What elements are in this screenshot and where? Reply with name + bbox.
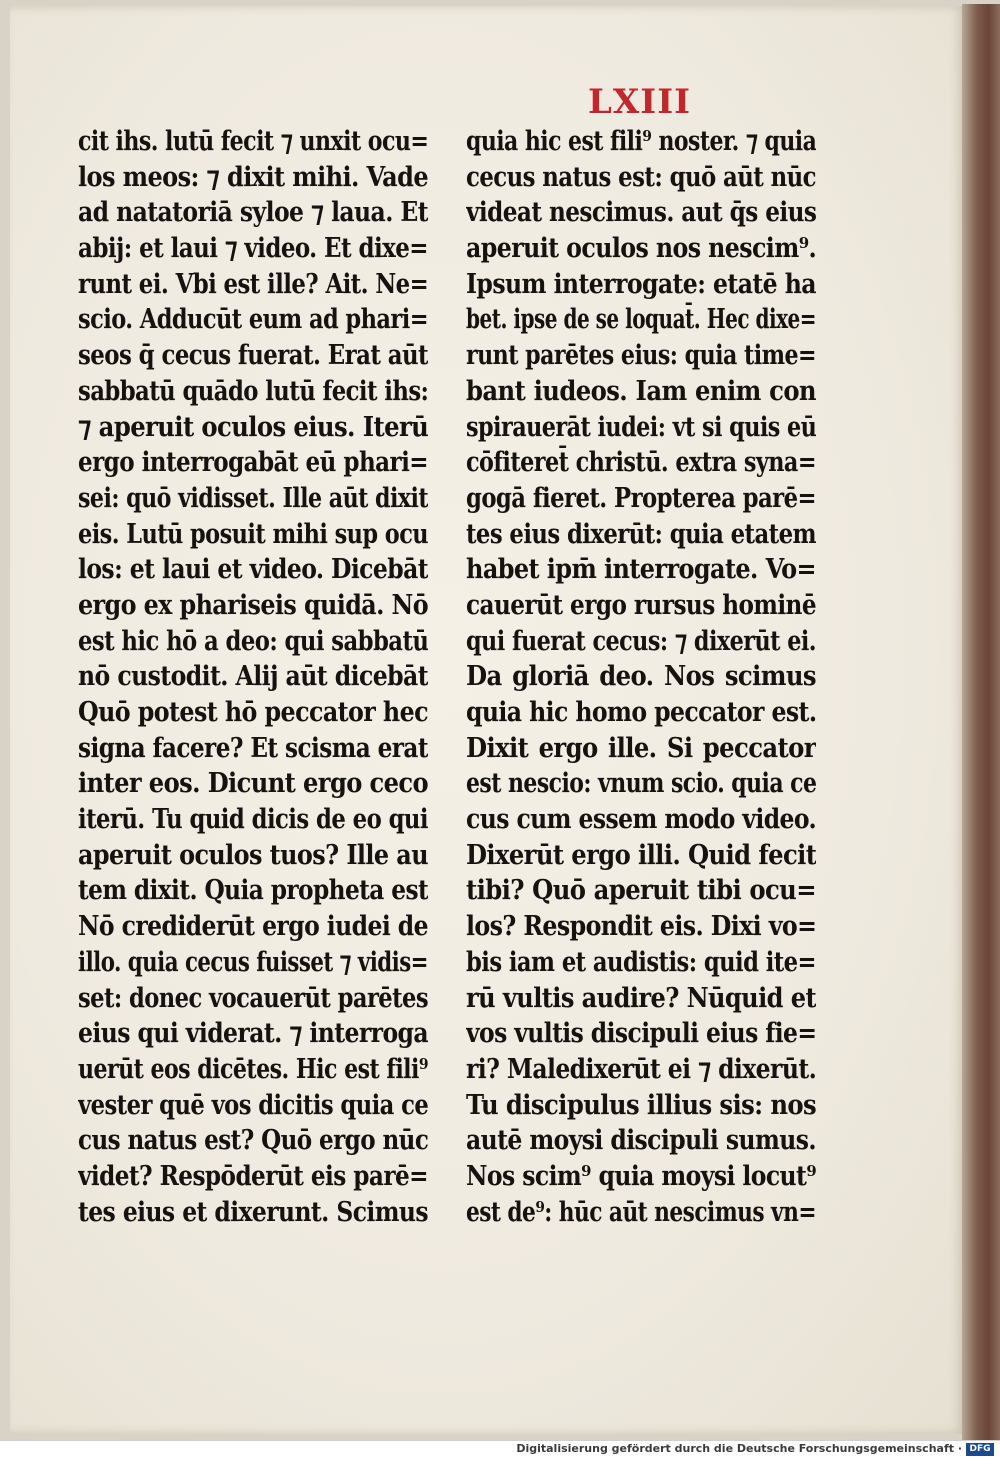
text-line: tibi? Quō aperuit tibi ocu= [466, 875, 816, 907]
text-line: ad natatoriā syloe ⁊ laua. Et [78, 197, 429, 229]
text-line: bet. ipse de se loquat̄. Hec dixe= [466, 304, 816, 336]
text-line: signa facere? Et scisma erat [78, 732, 429, 764]
text-line: illo. quia cecus fuisset ⁊ vidis= [78, 946, 429, 978]
folio-number: LXIII [588, 82, 691, 122]
text-line: qui fuerat cecus: ⁊ dixerūt ei. [466, 625, 816, 657]
text-line: vos vultis discipuli eius fie= [466, 1018, 817, 1050]
text-line: tes eius et dixerunt. Scimus [78, 1196, 429, 1228]
text-line: quia hic est fili⁹ noster. ⁊ quia [466, 126, 817, 157]
text-line: runt ei. Vbi est ille? Ait. Ne= [78, 268, 428, 300]
text-line: aperuit oculos nos nescim⁹. [466, 233, 816, 265]
text-line: cit ihs. lutū fecit ⁊ unxit ocu= [78, 126, 429, 157]
text-line: cus cum essem modo video. [466, 804, 817, 836]
text-line: inter eos. Dicunt ergo ceco [78, 768, 428, 800]
text-line: ri? Maledixerūt ei ⁊ dixerūt. [466, 1053, 817, 1085]
text-line: est de⁹: hūc aūt nescimus vn= [466, 1196, 817, 1228]
text-line: los meos: ⁊ dixit mihi. Vade [78, 161, 428, 193]
text-line: autē moysi discipuli sumus. [466, 1125, 817, 1157]
text-line: Dixit ergo ille. Si peccator [466, 732, 816, 764]
text-line: cauerūt ergo rursus hominē [466, 589, 817, 621]
text-line: nō custodit. Alij aūt dicebāt [78, 661, 428, 693]
text-line: uerūt eos dicētes. Hic est fili⁹ [78, 1053, 429, 1085]
footer-bar [0, 1440, 1000, 1459]
text-line: aperuit oculos tuos? Ille au [78, 839, 428, 871]
text-line: eius qui viderat. ⁊ interroga [78, 1018, 429, 1050]
text-line: est hic hō a deo: qui sabbatū [78, 625, 428, 657]
text-line: cus natus est? Quō ergo nūc [78, 1125, 428, 1157]
text-line: set: donec vocauerūt parētes [78, 982, 429, 1014]
text-line: los: et laui et video. Dicebāt [78, 554, 429, 586]
text-line: eis. Lutū posuit mihi sup ocu [78, 518, 429, 550]
text-line: runt parētes eius: quia time= [466, 340, 817, 372]
text-line: vester quē vos dicitis quia ce [78, 1089, 428, 1121]
text-line: ergo interrogabāt eū phari= [78, 447, 428, 479]
text-line: bant iudeos. Iam enim con [466, 375, 816, 407]
text-line: Ipsum interrogate: etatē ha [466, 268, 816, 300]
text-line: videat nescimus. aut q̄s eius [466, 197, 817, 229]
text-line: spirauerāt iudei: vt si quis eū [466, 411, 816, 443]
text-column-right [466, 124, 816, 1230]
text-line: sei: quō vidisset. Ille aūt dixit [78, 482, 429, 514]
text-line: Dixerūt ergo illi. Quid fecit [466, 839, 817, 871]
text-line: videt? Respōderūt eis parē= [78, 1160, 429, 1192]
text-line: ⁊ aperuit oculos eius. Iterū [78, 411, 428, 443]
text-line: cecus natus est: quō aūt nūc [466, 161, 816, 193]
text-line: los? Respondit eis. Dixi vo= [466, 911, 816, 943]
text-line: scio. Adducūt eum ad phari= [78, 304, 428, 336]
text-line: Quō potest hō peccator hec [78, 697, 429, 728]
text-line: habet ipm̄ interrogate. Vo= [466, 554, 816, 586]
text-line: Nos scim⁹ quia moysi locut⁹ [466, 1160, 817, 1192]
book-edge [962, 4, 1000, 1440]
text-line: bis iam et audistis: quid ite= [466, 946, 816, 978]
text-line: seos q̄ cecus fuerat. Erat aūt [78, 340, 429, 372]
text-line: Tu discipulus illius sis: nos [466, 1089, 816, 1121]
text-line: quia hic homo peccator est. [466, 697, 816, 728]
dfg-logo: DFG [966, 1443, 994, 1456]
text-line: tem dixit. Quia propheta est [78, 875, 429, 907]
text-column-left [78, 124, 428, 1230]
text-line: tes eius dixerūt: quia etatem [466, 518, 816, 550]
text-line: rū vultis audire? Nūquid et [466, 982, 816, 1014]
text-line: cōfiteret̄ christū. extra syna= [466, 447, 816, 479]
text-line: gogā fieret. Propterea parē= [466, 482, 816, 514]
text-line: est nescio: vnum scio. quia ce [466, 768, 817, 800]
text-line: ergo ex phariseis quidā. Nō [78, 589, 429, 621]
text-line: sabbatū quādo lutū fecit ihs: [78, 375, 428, 407]
funding-credit: Digitalisierung gefördert durch die Deutsche Forschungsgemeinschaft · [516, 1442, 962, 1455]
text-line: Da gloriā deo. Nos scimus [466, 661, 816, 693]
text-line: iterū. Tu quid dicis de eo qui [78, 804, 428, 836]
text-line: Nō crediderūt ergo iudei de [78, 911, 429, 943]
text-line: abij: et laui ⁊ video. Et dixe= [78, 233, 428, 265]
